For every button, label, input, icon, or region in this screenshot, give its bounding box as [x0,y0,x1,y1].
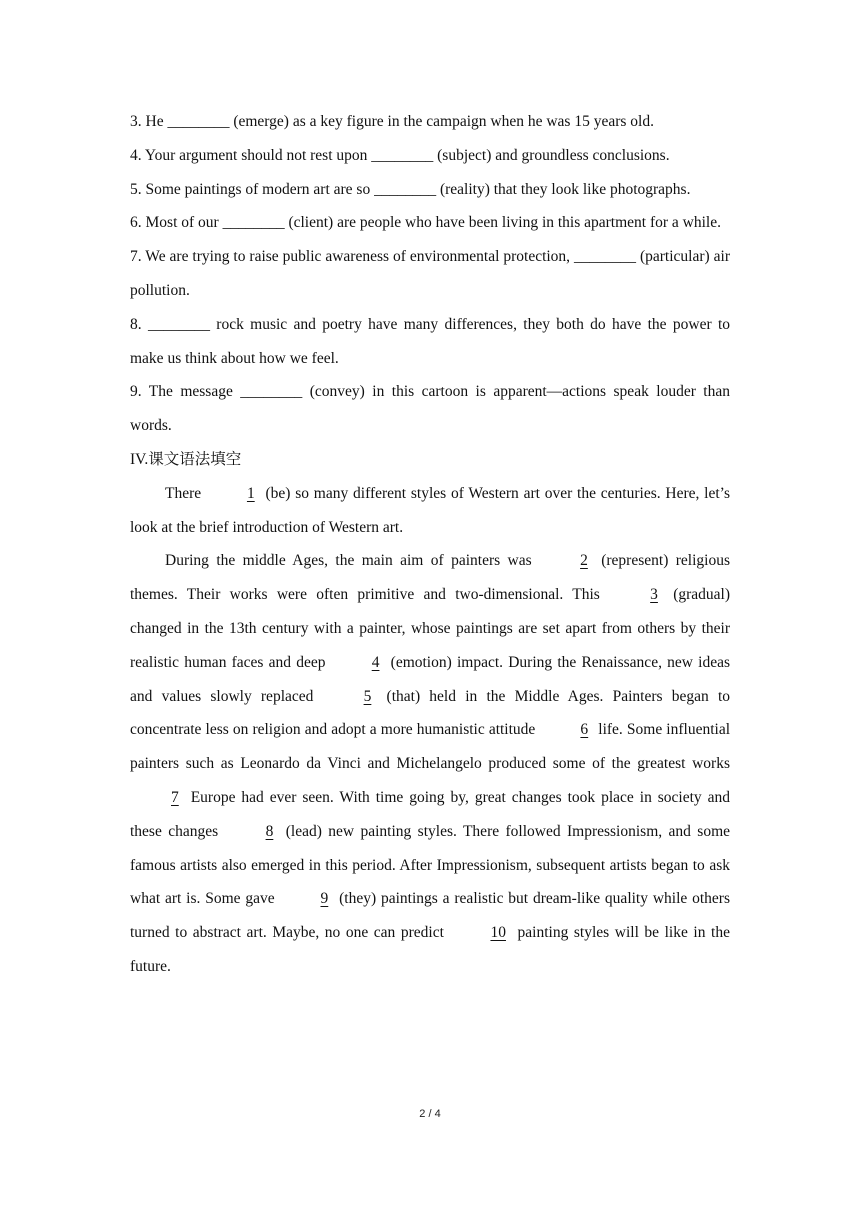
passage-text: painting styles will be like in the future. [130,924,730,975]
passage-text: There [165,484,202,502]
passage-text: (represent) religious themes. Their works were often primitive and two-dimensional. This [130,552,731,604]
exercise-4: 4. Your argument should not rest upon ________ (subject) and groundless conclusions. [130,146,670,164]
exercise-8: 8. ________ rock music and poetry have many differences, they both do have the power to make us think about how we feel. [130,315,730,367]
document-page [130,105,730,984]
blank-1: 1 [246,484,255,502]
exercise-7: 7. We are trying to raise public awareness of environmental protection, ________ (particular) air pollution. [130,248,730,299]
passage-text: (they) paintings a realistic but dream-like quality while others turned to abstract art. Maybe, no one can predict [130,890,730,942]
blank-8: 8 [265,822,274,840]
blank-6: 6 [580,721,589,739]
passage-text: (gradual) changed in the 13th century with a painter, whose paintings are set apart from others by their realistic human faces and deep [130,586,731,671]
page-number: 2 / 4 [419,1108,441,1120]
exercise-5: 5. Some paintings of modern art are so ________ (reality) that they look like photographs. [130,180,691,198]
passage-paragraph-1 [130,477,730,545]
passage-text: (be) so many different styles of Western art over the centuries. Here, let’s look at the brief introduction of Western art. [130,484,731,536]
blank-4: 4 [371,653,380,671]
blank-3: 3 [650,586,658,604]
passage-text: life. Some influential painters such as Leonardo da Vinci and Michelangelo produced some of the greatest works [130,721,731,773]
blank-9: 9 [320,890,329,908]
blank-2: 2 [580,552,588,570]
passage-text: (emotion) impact. During the Renaissance, new ideas and values slowly replaced [130,653,731,705]
passage-text: During the middle Ages, the main aim of painters was [165,552,532,570]
passage-text: (that) held in the Middle Ages. Painters began to concentrate less on religion and adopt a more humanistic attitude [130,687,730,739]
passage-text: (lead) new painting styles. There followed Impressionism, and some famous artists also emerged in this period. After Impressionism, subsequent artists began to ask what art is. Some gave [130,822,731,908]
passage-text: Europe had ever seen. With time going by, great changes took place in society and these changes [130,788,730,840]
blank-5: 5 [363,687,372,705]
exercise-9: 9. The message ________ (convey) in this cartoon is apparent—actions speak louder than words. [130,383,730,435]
passage-paragraph-2 [130,544,730,983]
blank-10: 10 [490,924,506,942]
section-heading: IV.课文语法填空 [130,450,242,468]
blank-7: 7 [171,788,179,806]
exercise-3: 3. He ________ (emerge) as a key figure in the campaign when he was 15 years old. [130,113,654,130]
exercise-6: 6. Most of our ________ (client) are people who have been living in this apartment for a while. [130,214,721,232]
